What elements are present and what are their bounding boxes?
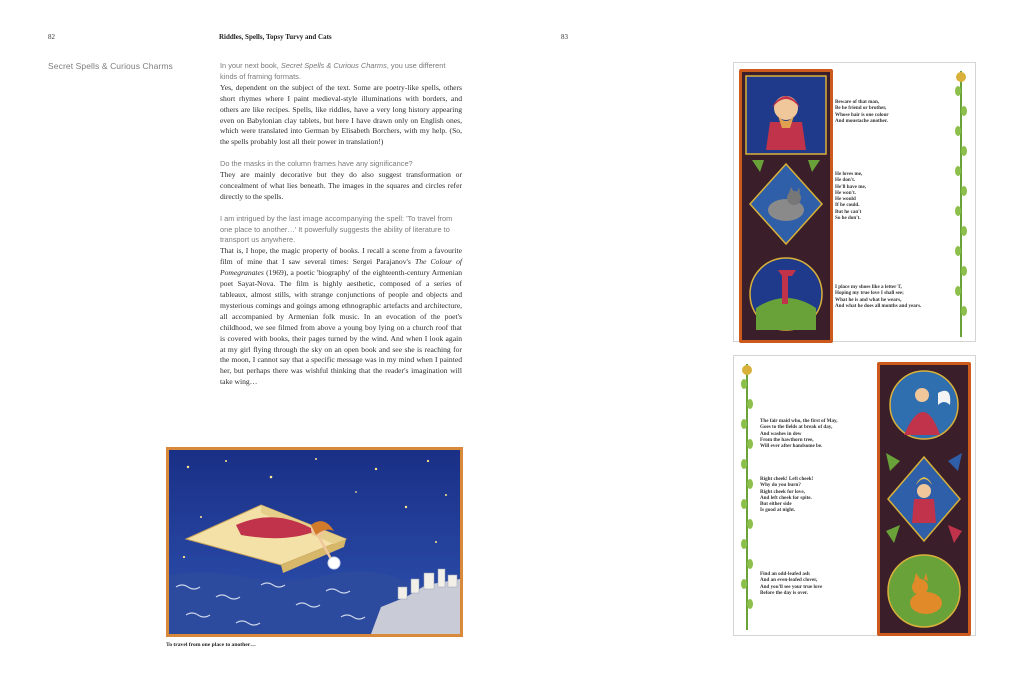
section-side-title: Secret Spells & Curious Charms (48, 61, 173, 71)
question-1: In your next book, Secret Spells & Curious Charms, you use different kinds of framing formats. (220, 61, 446, 81)
spell-plate-1 (733, 62, 976, 342)
flying-book-illustration (166, 447, 463, 637)
illuminated-column-1 (739, 69, 833, 343)
verse-he-loves-me: He loves me, He don't. He'll have me, He won't. He would If he could. But he can't So he don't. (835, 171, 866, 222)
folio-right: 83 (561, 33, 568, 41)
illustration-caption: To travel from one place to another… (166, 642, 256, 648)
illuminated-column-1-art (742, 72, 830, 340)
running-head: Riddles, Spells, Topsy Turvy and Cats (219, 33, 332, 41)
answer-1: Yes, dependent on the subject of the text. Some are poetry-like spells, others short rhymes where I paint medieval-style illuminations with borders, and others are like recipes. Spells, like riddles, have a very long history appearing even on Babylonian clay tablets, but here I have drawn only on English ones, which were translated into German by Elisabeth Borchers, with my help. (So, the spells probably lost all their power in translation!) (220, 82, 462, 147)
answer-3: That is, I hope, the magic property of books. I recall a scene from a favourite film of mine that I saw several times: Sergei Parajanov's The Colour of Pomegranates (1969), a poetic 'biography' of the eighteenth-century Armenian poet Sayat-Nova. The film is highly aesthetic, composed of a series of tableaux, almost stills, with strange conjunctions of people and objects and mysterious comings and goings among ethnographic artefacts and architecture, all accompanied by Armenian folk music. In an evocation of the poet's childhood, we see filmed from above a young boy lying on a church roof that is covered with books, their pages turned by the wind. And when I look again at my girl flying through the sky on an open book and see she is reaching for the moon, I cannot say that a specific message was in my mind when I painted her, but perhaps there was wishful thinking that the reader's imagination will take wing… (220, 246, 462, 387)
question-2: Do the masks in the column frames have any significance? (220, 159, 413, 169)
vine-border-right (954, 71, 968, 337)
verse-shoes: I place my shoes like a letter T, Hoping my true love I shall see; What he is and what he wears, And what he does all months and years. (835, 284, 922, 309)
folio-left: 82 (48, 33, 55, 41)
illuminated-column-2-art (880, 365, 968, 633)
verse-right-cheek: Right cheek! Left cheek! Why do you burn? Right cheek for love, And left cheek for spite. But either side Is good at night. (760, 476, 814, 514)
spell-plate-2 (733, 355, 976, 636)
verse-fair-maid: The fair maid who, the first of May, Goes to the fields at break of day, And washes in dew From the hawthorn tree, Will ever after handsome be. (760, 418, 838, 450)
verse-odd-leafed-ash: Find an odd-leafed ash And an even-leafed clover, And you'll see your true love Before the day is over. (760, 571, 823, 596)
illuminated-column-2 (877, 362, 971, 636)
flying-book-picture (166, 447, 463, 637)
verse-beware: Beware of that man, Be he friend or brother, Whose hair is one colour And moustache another. (835, 99, 889, 124)
interview-text (220, 61, 462, 388)
vine-border-left (740, 364, 754, 630)
answer-2: They are mainly decorative but they do also suggest transformation or concealment of what lies beneath. The images in the squares and circles refer directly to the spells. (220, 170, 462, 201)
question-3: I am intrigued by the last image accompanying the spell: 'To travel from one place to another…' It powerfully suggests the ability of literature to transport us anywhere. (220, 213, 453, 245)
